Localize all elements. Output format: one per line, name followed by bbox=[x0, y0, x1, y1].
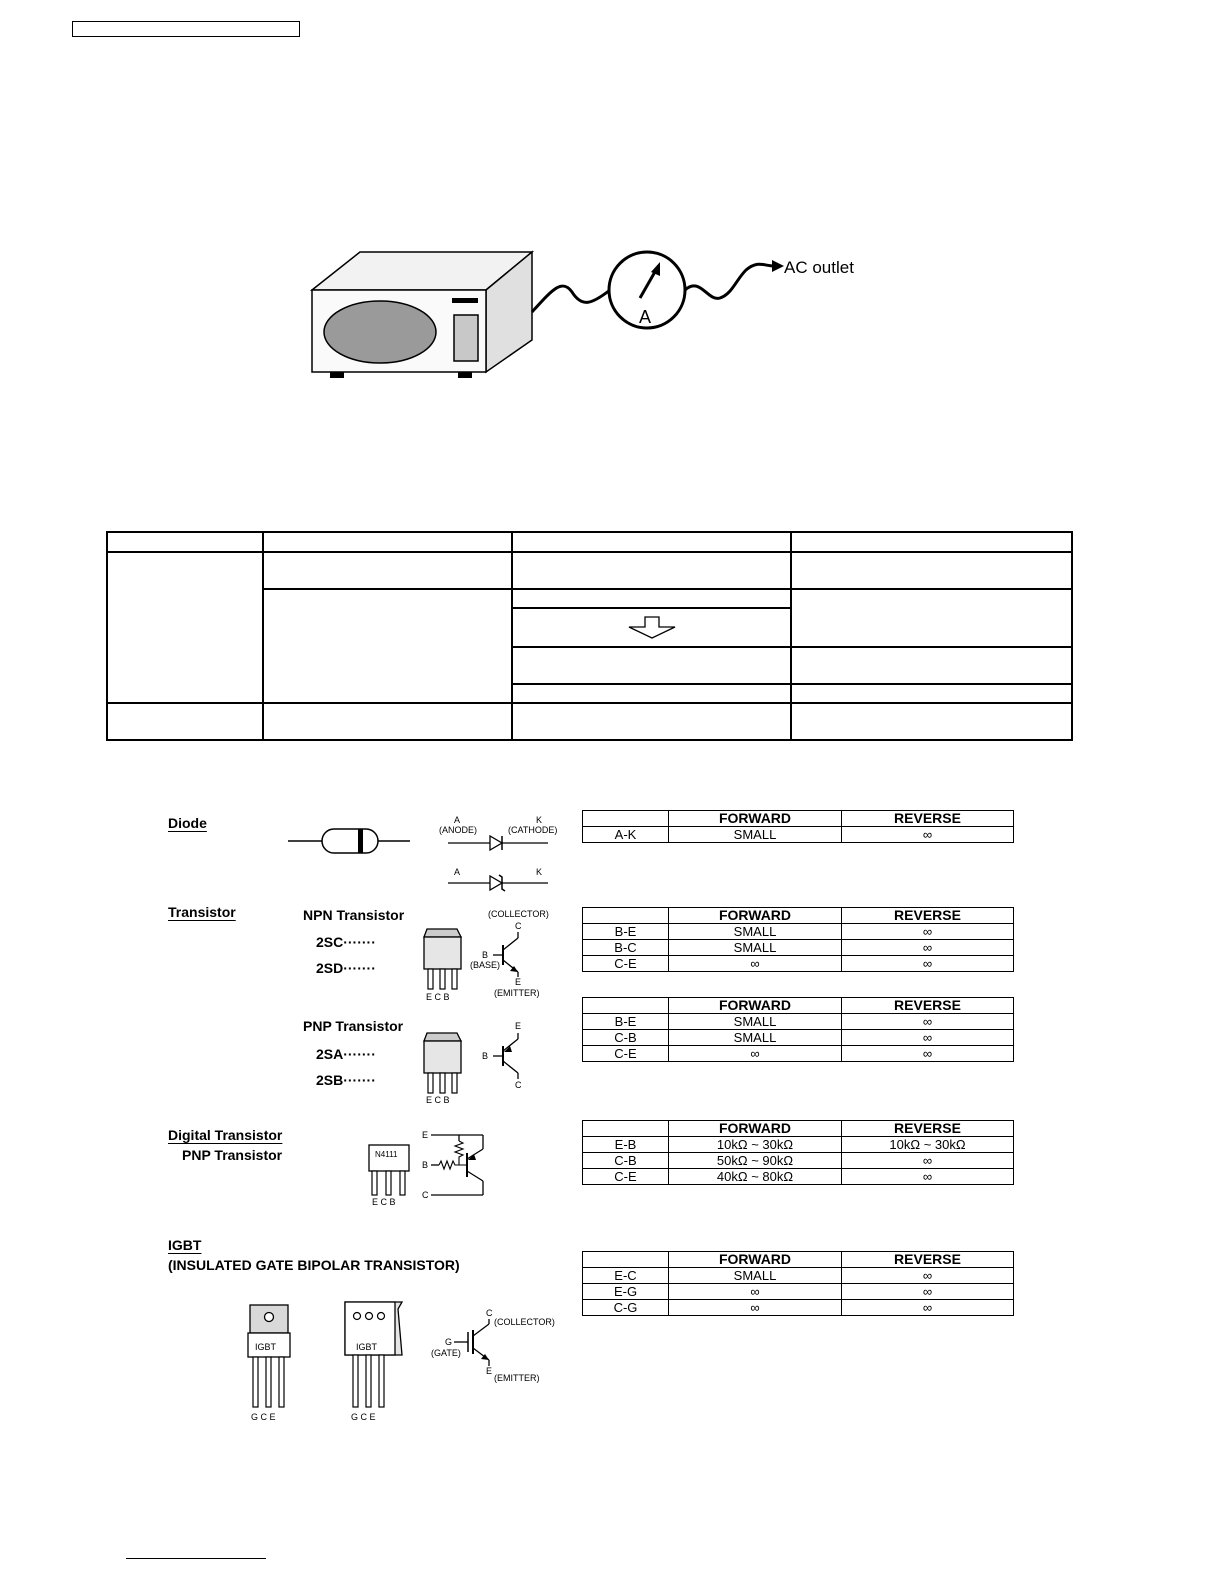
svg-text:G: G bbox=[445, 1337, 453, 1347]
table-row bbox=[583, 1030, 1014, 1046]
svg-text:(COLLECTOR): (COLLECTOR) bbox=[488, 909, 549, 919]
svg-text:E: E bbox=[486, 1366, 493, 1376]
svg-text:C: C bbox=[515, 1080, 522, 1090]
svg-text:(COLLECTOR): (COLLECTOR) bbox=[494, 1317, 555, 1327]
digital-transistor-heading: Digital Transistor bbox=[168, 1127, 283, 1143]
diode-heading: Diode bbox=[168, 815, 207, 831]
digital-transistor-symbol-icon bbox=[431, 1135, 483, 1195]
svg-text:A: A bbox=[639, 307, 652, 327]
table-cell: ∞ bbox=[842, 940, 1014, 956]
igbt-symbol-icon bbox=[454, 1319, 489, 1366]
table-row bbox=[583, 940, 1014, 956]
header-cell: FORWARD bbox=[669, 811, 842, 827]
table-cell: E-G bbox=[583, 1284, 669, 1300]
transistor-heading: Transistor bbox=[168, 904, 236, 920]
table-row bbox=[583, 1300, 1014, 1316]
pnp-symbol-icon bbox=[493, 1033, 518, 1079]
igbt-test-table bbox=[582, 1251, 1014, 1316]
table-cell: C-E bbox=[583, 956, 669, 972]
diode-test-table bbox=[582, 810, 1014, 843]
table-header-row bbox=[583, 1121, 1014, 1137]
header-cell bbox=[583, 811, 669, 827]
svg-text:B: B bbox=[482, 1051, 489, 1061]
table-cell: C-E bbox=[583, 1046, 669, 1062]
table-row bbox=[583, 1268, 1014, 1284]
power-cord bbox=[532, 286, 610, 312]
npn-test-table bbox=[582, 907, 1014, 972]
table-header-row bbox=[583, 908, 1014, 924]
table-cell: ∞ bbox=[842, 1014, 1014, 1030]
table-cell: 50kΩ ~ 90kΩ bbox=[669, 1153, 842, 1169]
header-cell: FORWARD bbox=[669, 998, 842, 1014]
table-cell: SMALL bbox=[669, 940, 842, 956]
svg-text:C: C bbox=[422, 1190, 429, 1200]
igbt-figure bbox=[240, 1300, 570, 1425]
table-cell: B-E bbox=[583, 924, 669, 940]
npn-package-icon bbox=[424, 929, 461, 989]
ac-outlet-label: AC outlet bbox=[784, 258, 854, 277]
digital-transistor-figure bbox=[365, 1127, 565, 1212]
table-cell: ∞ bbox=[842, 924, 1014, 940]
table-cell: ∞ bbox=[842, 1284, 1014, 1300]
table-cell: ∞ bbox=[842, 1153, 1014, 1169]
ammeter-icon bbox=[609, 252, 685, 328]
digital-pnp-label: PNP Transistor bbox=[182, 1147, 283, 1163]
main-table bbox=[106, 531, 1073, 741]
table-row bbox=[583, 827, 1014, 843]
table-cell: SMALL bbox=[669, 827, 842, 843]
svg-text:A: A bbox=[454, 815, 461, 825]
footer-line bbox=[126, 1558, 266, 1559]
svg-text:IGBT: IGBT bbox=[255, 1342, 277, 1352]
svg-text:K: K bbox=[536, 815, 543, 825]
npn-figure bbox=[415, 905, 565, 1005]
pnp-test-table bbox=[582, 997, 1014, 1062]
microwave-oven-icon bbox=[312, 252, 532, 378]
header-box bbox=[72, 21, 300, 37]
table-row bbox=[583, 1046, 1014, 1062]
npn-2sc-label: 2SC······· bbox=[316, 934, 376, 950]
table-row bbox=[583, 1137, 1014, 1153]
table-cell: SMALL bbox=[669, 1014, 842, 1030]
svg-text:B: B bbox=[482, 950, 489, 960]
svg-text:B: B bbox=[422, 1160, 429, 1170]
table-cell: ∞ bbox=[842, 956, 1014, 972]
table-cell: C-B bbox=[583, 1030, 669, 1046]
table-row bbox=[583, 1014, 1014, 1030]
svg-text:C: C bbox=[515, 921, 522, 931]
table-cell: ∞ bbox=[669, 1300, 842, 1316]
svg-text:K: K bbox=[536, 867, 543, 877]
header-cell: REVERSE bbox=[842, 1252, 1014, 1268]
table-row bbox=[583, 1169, 1014, 1185]
svg-text:IGBT: IGBT bbox=[356, 1342, 378, 1352]
igbt-package-1-icon bbox=[248, 1305, 290, 1407]
table-cell: ∞ bbox=[669, 1284, 842, 1300]
table-cell: E-B bbox=[583, 1137, 669, 1153]
table-row bbox=[583, 1284, 1014, 1300]
pnp-label: PNP Transistor bbox=[303, 1018, 404, 1034]
table-cell: B-E bbox=[583, 1014, 669, 1030]
svg-text:E C B: E C B bbox=[426, 1095, 450, 1105]
table-cell: SMALL bbox=[669, 1030, 842, 1046]
header-cell bbox=[583, 998, 669, 1014]
header-cell bbox=[583, 1121, 669, 1137]
table-header-row bbox=[583, 1252, 1014, 1268]
diode-body-icon bbox=[288, 829, 410, 853]
header-cell: REVERSE bbox=[842, 908, 1014, 924]
svg-text:(CATHODE): (CATHODE) bbox=[508, 825, 558, 835]
table-cell: ∞ bbox=[842, 1169, 1014, 1185]
table-cell: ∞ bbox=[669, 956, 842, 972]
table-cell: C-E bbox=[583, 1169, 669, 1185]
table-row bbox=[583, 924, 1014, 940]
arrow-icon bbox=[772, 260, 784, 272]
table-cell: C-B bbox=[583, 1153, 669, 1169]
svg-text:G C E: G C E bbox=[351, 1412, 376, 1422]
table-cell: ∞ bbox=[842, 1030, 1014, 1046]
header-cell bbox=[583, 1252, 669, 1268]
header-cell: FORWARD bbox=[669, 908, 842, 924]
header-cell bbox=[583, 908, 669, 924]
table-header-row bbox=[583, 811, 1014, 827]
table-row bbox=[583, 956, 1014, 972]
zener-diode-symbol-icon bbox=[448, 875, 548, 891]
header-cell: FORWARD bbox=[669, 1121, 842, 1137]
table-cell: SMALL bbox=[669, 924, 842, 940]
header-cell: REVERSE bbox=[842, 998, 1014, 1014]
header-cell: REVERSE bbox=[842, 811, 1014, 827]
svg-text:(EMITTER): (EMITTER) bbox=[494, 988, 540, 998]
pnp-2sb-label: 2SB······· bbox=[316, 1072, 376, 1088]
digital-transistor-test-table bbox=[582, 1120, 1014, 1185]
svg-text:E C B: E C B bbox=[372, 1197, 396, 1207]
table-cell: ∞ bbox=[842, 1268, 1014, 1284]
pnp-package-icon bbox=[424, 1033, 461, 1093]
svg-text:(EMITTER): (EMITTER) bbox=[494, 1373, 540, 1383]
svg-text:E: E bbox=[515, 1021, 522, 1031]
table-cell: ∞ bbox=[842, 827, 1014, 843]
table-cell: 10kΩ ~ 30kΩ bbox=[669, 1137, 842, 1153]
npn-label: NPN Transistor bbox=[303, 907, 405, 923]
outlet-cord bbox=[685, 264, 774, 298]
svg-text:N4111: N4111 bbox=[375, 1150, 398, 1159]
svg-text:E: E bbox=[515, 977, 522, 987]
table-header-row bbox=[583, 998, 1014, 1014]
header-cell: REVERSE bbox=[842, 1121, 1014, 1137]
down-arrow-icon bbox=[628, 616, 678, 640]
svg-text:G C E: G C E bbox=[251, 1412, 276, 1422]
diode-symbol-icon bbox=[448, 836, 548, 850]
table-cell: E-C bbox=[583, 1268, 669, 1284]
pnp-figure bbox=[415, 1017, 565, 1107]
table-cell: 10kΩ ~ 30kΩ bbox=[842, 1137, 1014, 1153]
table-cell: ∞ bbox=[669, 1046, 842, 1062]
header-cell: FORWARD bbox=[669, 1252, 842, 1268]
diode-figure bbox=[280, 815, 570, 895]
igbt-heading: IGBT bbox=[168, 1237, 202, 1253]
table-row bbox=[583, 1153, 1014, 1169]
table-cell: SMALL bbox=[669, 1268, 842, 1284]
npn-symbol-icon bbox=[493, 932, 518, 977]
igbt-package-2-icon bbox=[345, 1302, 402, 1407]
npn-2sd-label: 2SD······· bbox=[316, 960, 376, 976]
table-cell: C-G bbox=[583, 1300, 669, 1316]
svg-text:(ANODE): (ANODE) bbox=[439, 825, 477, 835]
table-cell: ∞ bbox=[842, 1046, 1014, 1062]
table-cell: B-C bbox=[583, 940, 669, 956]
svg-text:E: E bbox=[422, 1130, 429, 1140]
svg-text:(BASE): (BASE) bbox=[470, 960, 501, 970]
igbt-full-label: (INSULATED GATE BIPOLAR TRANSISTOR) bbox=[168, 1257, 460, 1273]
table-cell: A-K bbox=[583, 827, 669, 843]
svg-text:C: C bbox=[486, 1308, 493, 1318]
svg-text:E C B: E C B bbox=[426, 992, 450, 1002]
svg-text:A: A bbox=[454, 867, 461, 877]
table-cell: ∞ bbox=[842, 1300, 1014, 1316]
table-cell: 40kΩ ~ 80kΩ bbox=[669, 1169, 842, 1185]
pnp-2sa-label: 2SA······· bbox=[316, 1046, 376, 1062]
svg-text:(GATE): (GATE) bbox=[431, 1348, 461, 1358]
